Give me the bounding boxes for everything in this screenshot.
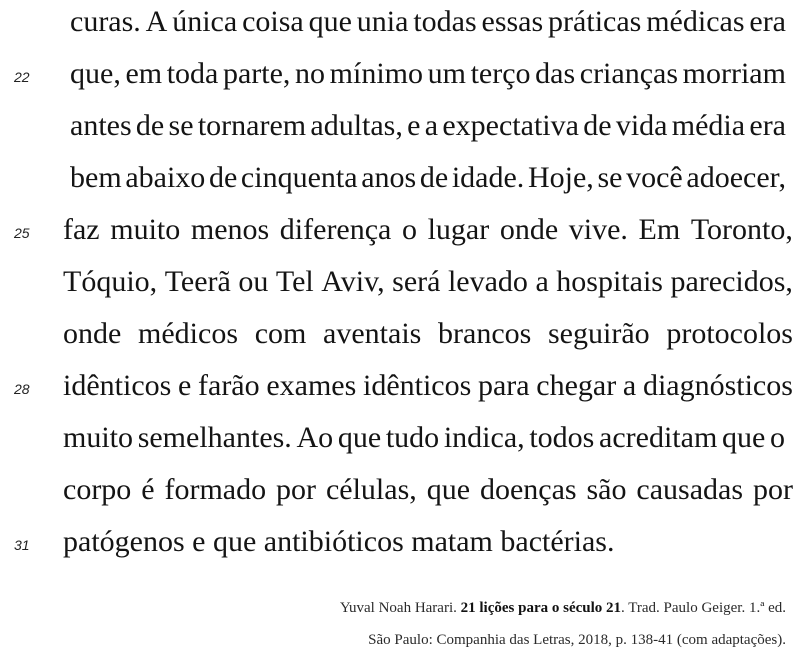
line-text: antes de se tornarem adultas, e a expectativa de vida média era [70,109,786,142]
line-text: idênticos e farão exames idênticos para chegar a diagnósticos [63,369,793,402]
passage-line [0,104,800,154]
line-text: bem abaixo de cinquenta anos de idade. Hoje, se você adoecer, [70,161,786,194]
line-text: patógenos e que antibióticos matam bactérias. [63,525,615,558]
line-text: que, em toda parte, no mínimo um terço das crianças morriam [70,57,786,90]
line-text: onde médicos com aventais brancos seguirão protocolos [63,317,793,350]
citation-edition: . Trad. Paulo Geiger. 1.ª ed. [621,600,786,616]
passage-line [0,520,800,570]
line-number: 22 [14,69,30,85]
line-text: faz muito menos diferença o lugar onde vive. Em Toronto, [63,213,793,246]
line-text: curas. A única coisa que unia todas essas práticas médicas era [70,5,786,38]
line-number: 28 [14,381,30,397]
line-text: corpo é formado por células, que doenças são causadas por [63,473,793,506]
citation-author: Yuval Noah Harari. [339,600,457,616]
passage-line [0,156,800,206]
line-text: Tóquio, Teerã ou Tel Aviv, será levado a hospitais parecidos, [63,265,793,298]
line-number: 31 [14,537,30,553]
citation-publisher: São Paulo: Companhia das Letras, 2018, p. 138-41 (com adaptações). [368,632,786,648]
passage-line [0,416,800,466]
passage-line [0,0,800,50]
passage-line [0,52,800,102]
line-text: muito semelhantes. Ao que tudo indica, todos acreditam que o [63,421,785,454]
passage-line [0,364,800,414]
line-number: 25 [14,225,30,241]
passage-line [0,468,800,518]
citation-book-title: 21 lições para o século 21 [460,600,622,616]
passage-line [0,208,800,258]
passage-line [0,260,800,310]
passage-line [0,312,800,362]
citation-line-2 [226,630,786,650]
citation-line-1 [226,598,786,618]
